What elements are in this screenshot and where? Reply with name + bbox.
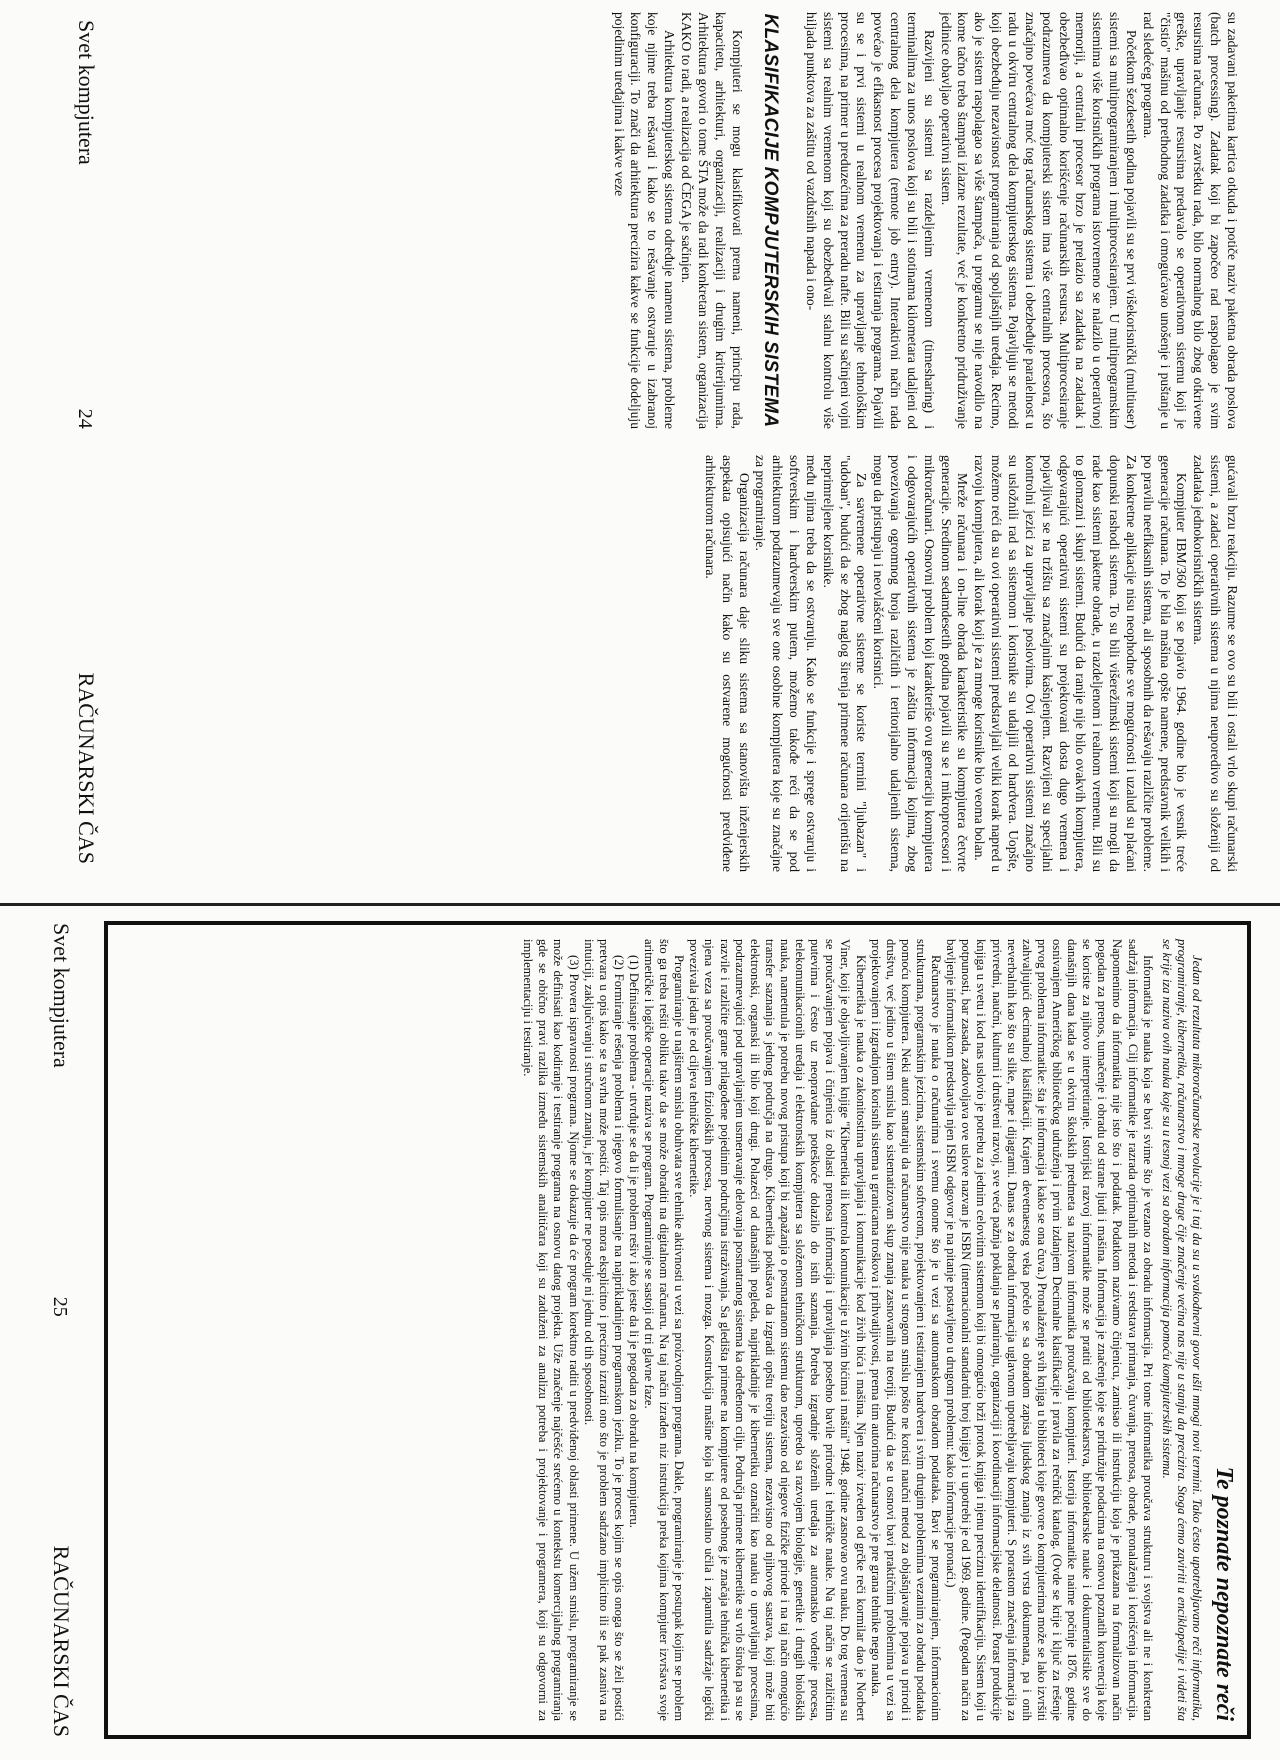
article-paragraph: Arhitektura kompjuterskog sistema određuje namenu sistema, probleme koje njime treba rešavati i kako se to rešavanje ostvaruje u izabranoj konfiguraciji. To znači da arhitektura precizira kakve se funkcije dodeljuju pojedinim uređajima i kakve veze	[611, 12, 678, 429]
box-paragraph: (3) Provera ispravnosti programa. Njome se dokazuje da će program korektno raditi u predviđenoj oblasti primene. U užem smislu, programiranje se može definisati kao kodiranje i testiranje programa na osnovu datog projekta. Uže značenje najčešće srećemo u kontekstu komercijalnog programiranja gde se obično pravi razlika između sistemskih analitičara koji su zaduženi za analizu potreba i projektovanje i programera, koji su odgovorni za implementaciju i testiranje.	[521, 939, 581, 1721]
footer-section-name: RAČUNARSKI ČAS	[74, 672, 99, 864]
sidebar-box	[104, 921, 1251, 1739]
article-paragraph: Kompjuter IBM/360 koji se pojavio 1964. godine bio je vesnik treće generacije računara. To je bila mašina opšte namene, predstavnik velikih i po pravilu neefikasnih sistema, ali sposobnih da rešavaju različite probleme. Za konkretne aplikacije nisu neophodne sve mogućnosti i uzalud su plaćani dopunski rashodi sistema. To su bili višerežimski sistemi koji su mogli da rade kao sistemi paketne obrade, u razdeljenom i realnom vremenu. Bili su to glomazni i skupi sistemi. Budući da ranije nije bilo ovakvih kompjutera, odgovarajući operativni sistemi su projektovani dosta dugo vremena i pojavljivali se na tržištu sa značajnim kašnjenjem. Razvijeni su specijalni kontrolni jezici za upravljanje poslovima. Ovi operativni sistemi značajno su usložnili rad sa sistemom i korisnike su udaljili od hardvera. Uopšte, možemo reći da su ovi operativni sistemi predstavljali veliki korak napred u razvoju kompjutera, ali korak koji je za mnoge korisnike bio veoma bolan.	[972, 455, 1190, 872]
footer-magazine-name: Svet kompjutera	[49, 923, 74, 1068]
page-25	[40, 915, 1255, 1745]
page-25-footer	[48, 923, 88, 1737]
article-paragraph: su zadavani paketima kartica otkuda i potiče naziv paketna obrada poslova (batch processing). Zadatak koji bi započeo rad raspolagao je svim resursima računara. Po završetku rada, bilo normalnog bilo zbog otkrivene greške, upravljanje resursima predavalo se operativnom sistemu koji je "čistio" mašinu od prethodnog zadatka i omogućavao unošenje i puštanje u rad sledećeg programa.	[1140, 12, 1240, 429]
box-paragraph: (2) Formiranje rešenja problema i njegovo formulisanje na najprikladnijem programskom jeziku. To je proces kojim se opis onoga što se želi postići pretvara u opis kako se ta svrha može postići. Taj opis mora eksplicitno i precizno izraziti ono što je problem sadržano implicitno ili se pak zasniva na intuiciji, zaključivanju i stručnom znanju, jer kompjuter ne poseduje ni jednu od tih sposobnosti.	[581, 939, 626, 1721]
box-paragraph: Informatika je nauka koja se bavi svime što je vezano za obradu informacija. Pri tome informatika proučava strukturu i svojstva ali ne i konkretan sadržaj informacija. Cilj informatike je razrada optimalnih metoda i sredstava primanja, čuvanja, prenosa, obrade, pronalaženja i korišćenja informacija. Napomenimo da informatika nije isto što i podatak. Podatkom nazivamo činjenicu, zamisao ili instrukciju koja je prikazana na formalizovan način pogodan za prenos, tumačenje i obradu od strane ljudi i mašina. Informacija je značenje koje se pridružuje podacima na osnovu poznatih konvencija koje se koriste za njihovo interpretiranje. Istorijski razvoj informatike može se pratiti od bibliotekarstva, bibliotekarske nauke i dokumentalistike sve do današnjih dana kada se u okviru školskih predmeta sa nazivom informatika proučavaju kompjuteri. Istorija informatike naime počinje 1876. godine osnivanjem Američkog bibliotečkog udruženja i prvim izdanjem Decimalne klasifikacije i pravila za rečnički katalog. (Ovde se krije i ključ za rešenje prvog problema informatike: šta je informacija i kako se ona čuva.) Pronalaženje svih knjiga u biblioteci koje govore o kompjuterima može se lako izvršiti zahvaljujući decimalnoj klasifikaciji. Krajem devetnaestog veka počelo se sa obradom zapisa ljudskog znanja iz svih vrsta dokumenata, pa i onih neverbalnih kao što su slike, mape i dijagrami. Danas se za obradu informacija uglavnom upotrebljavaju kompjuteri. S porastom značenja informacija za privredni, naučni, kulturni i društveni razvoj, sve veća pažnja poklanja se planiranju, organizaciji i koordinaciji informacijske delatnosti. Porast produkcije knjiga u svetu i kod nas uslovio je potrebu za jednim celovitim sistemom koji bi omogućio brži protok knjiga i njenu preciznu identifikaciju. Sistem koji u potpunosti, bar zasada, zadovoljava ove uslove nazvan je ISBN (internacionalni standardni broj knjige) i u upotrebi je od 1969. godine. (Pogodan način za bavljenje informatikom predstavlja njen ISBN odgovor je na pitanje postavljeno u drugom problemu: kako informacije pronaći.)	[944, 939, 1155, 1721]
page-24	[65, 12, 1240, 872]
article-paragraph: Razvijeni su sistemi sa razdeljenim vremenom (timesharing) i terminalima za unos poslova koji su bili i stotinama kilometara udaljeni od centralnog dela kompjutera (remote job entry). Interaktivni način rada povećao je efikasnost procesa projektovanja i testiranja programa. Pojavili su se i prvi sistemi u realnom vremenu za upravljanje tehnološkim procesima, na primer u preduzećima za preradu nafte. Bili su sačinjeni vojni sistemi sa realnim vremenom koji su obezbeđivali stalnu kontrolu više hiljada punktova za zaštitu od vazdušnih napada i ono-	[803, 12, 937, 429]
footer-magazine-name: Svet kompjutera	[74, 20, 99, 165]
footer-section-name: RAČUNARSKI ČAS	[49, 1545, 74, 1737]
page-24-columns	[135, 12, 1240, 872]
page-divider	[0, 903, 1280, 906]
article-paragraph: Organizacija računara daje sliku sistema sa stanovišta inženjerskih aspekata opisujući način kako su ostvarene mogućnosti predviđene arhitekturom računara.	[702, 455, 752, 872]
article-paragraph: Početkom šezdesetih godina pojavili su se prvi višekorisnički (multiuser) sistemi sa multiprogramiranjem i multiprocesiranjem. U multiprogramskim sistemima više korisničkih programa istovremeno se nalazilo u operativnoj memoriji, a centralni procesor brzo je prelazio sa zadatka na zadatak i obezbeđivao optimalno korišćenje računarskih resursa. Multiprocesiranje podrazumeva da kompjuterski sistem ima više centralnih procesora, što značajno povećava moć tog računarskog sistema i obezbeđuje paralelnost u radu u okviru centralnog dela kompjuterskog sistema. Pojavljuju se metodi koji obezbeđuju nezavisnost programiranja od spoljašnjih uređaja. Recimo, ako je sistem raspolagao sa više štampača, u programu se nije navodilo na kome tačno treba štampati izlazne rezultate, već je konkretno pridruživanje jedinice obavljao operativni sistem.	[938, 12, 1139, 429]
article-paragraph: Mreže računara i on-line obrada karakteristike su kompjutera četvrte generacije. Sredinom sedamdesetih godina pojavili su se i mikroprocesori i mikroračunari. Osnovni problem koji karakteriše ovu generaciju kompjutera i odgovarajućih operativnih sistema je zaštita informacija kojima, zbog povezivanja ogromnog broja različitih i teritorijalno udaljenih sistema, mogu da pristupaju i neovlašćeni korisnici.	[871, 455, 971, 872]
page-24-column-left	[135, 12, 1240, 429]
page-24-footer	[73, 20, 113, 864]
page-number: 25	[49, 1296, 71, 1317]
page-number: 24	[74, 408, 96, 429]
box-intro: Jedan od rezultata mikroračunarske revolucije je i taj da su u svakodnevni govor ušli mnogi novi termini. Tako često upotrebljavano reči informatika, programiranje, kibernetika, računarstvo i mnoge druge čije značenje većina nas nije u stanju da precizira. Stoga ćemo zaviriti u enciklopedije i videti šta se krije iza naziva ovih nauka koje su u tesnoj vezi sa obradom informacija pomoću kompjuterskih sistema.	[1159, 939, 1204, 1721]
page-24-column-right	[135, 455, 1240, 872]
section-heading: KLASIFIKACIJE KOMPJUTERSKIH SISTEMA	[760, 13, 782, 428]
article-paragraph: Za savremene operativne sisteme se koriste termini "ljubazan" i "udoban", budući da se zbog naglog širenja primene računara orijentišu na neprimreljene korisnike.	[820, 455, 870, 872]
box-paragraph: (1) Definisanje problema - utvrđuje se da li je problem rešiv i ako jeste da li je pogodan za obradu na kompjuteru.	[626, 955, 641, 1528]
box-paragraph: Računarstvo je nauka o računarima i svemu onome što je u vezi sa automatskom obradom podataka. Bavi se programiranjem, informacionim strukturama, programskim jezicima, sistemskim softverom, projektovanjem i testiranjem hardvera i svim drugim problemima vezanim za obradu podataka pomoću kompjutera. Neki autori smatraju da računarstvo nije nauka u strogom smislu pošto ne koristi naučni metod za objašnjavanje pojava u prirodi i društvu, već jedino u širem smislu kao sistematizovan skup znanja zasnovanih na teoriji. Budući da se u osnovi bavi praktičnim problemima u vezi sa projektovanjem i izgradnjom korisnih sistema u granicama troškova i prihvatljivosti, prema tim autorima računarstvo je pre grana tehnike nego nauka.	[868, 939, 944, 1721]
article-paragraph: Kompjuteri se mogu klasifikovati prema nameni, principu rada, kapacitetu, arhitekturi, organizaciji, realizaciji i drugim kriterijumima. Arhitektura govori o tome ŠTA može da radi konkretan sistem, organizacija KAKO to radi, a realizacija od ČEGA je sačinjen.	[678, 12, 745, 429]
box-paragraph: Kibernetika je nauka o zakonitostima upravljanja i komunikacije kod živih bića i mašina. Njen naziv izveden od grčke reči kormilar dao je Norbert Viner, koji je objavljivanjem knjige "Kibernetika ili kontrola komunikacije u živim bićima i mašini" 1948. godine zasnovao ovu nauku. Do tog vremena su se proučavanjem pojava i činjenica iz oblasti prenosa informacija i upravljanja posebno bavile prirodne i tehničke nauke. Na taj način se različitim putevima i često uz neopravdane poteškoće dolazilo do istih saznanja. Potreba izgradnje složenih uređaja za automatsko vođenje procesa, telekomunikacionih uređaja i elektronskih kompjutera sa složenom tehničkom strukturom, uporedo sa razvojem biologije, genetike i drugih bioloških nauka, nametnula je potrebu novog pristupa koji bi zapažanja o posmatranom sistemu dao nezavisno od njegove fizičke prirode i na taj način omogućio transfer saznanja s jednog područja na drugo. Kibernetika pokušava da izgradi opštu teoriju sistema, nezavisno od njihovog sastava, koji može biti elektronski, organski ili bilo koji drugi. Polazeći od današnjih pogleda, najprikladnije je kibernetiku označiti kao nauku o upravljanju procesima, podrazumevajući pod upravljanjem usmeravanje delovanja posmatranog sistema ka određenom cilju. Područja primene kibernetike su vrlo široka pa su se razvile i različite grane prilagođene pojedinim područjima istraživanja. Sa gledišta primene na kompjutere od posebnog je značaja tehnička kibernetika i njena veza sa proučavanjem fizioloških procesa, nervnog sistema i mozga. Konstrukcija mašine koja bi samostalno učila i zapamtila sadržaje logički povezivala jedan je od ciljeva tehničke kibernetike.	[687, 939, 868, 1721]
box-body	[520, 939, 1155, 1721]
article-paragraph: gućavali brzu reakciju. Razume se ovo su bili i ostali vrlo skupi računarski sistemi, a zadaci operativnih sistema u njima neuporedivo su složeniji od zadataka jednokorisničkih sistema.	[1191, 455, 1240, 872]
box-paragraph: Programiranje u najširem smislu obuhvata sve tehnike aktivnosti u vezi sa proizvodnjom programa. Dakle, programiranje je postupak kojim se problem što ga treba rešiti obliku takav da se može obraditi na digitalnom računaru. Na taj način izrađen niz instrukcija preka kojima kompjuter izvršava svoje aritmetičke i logičke operacije naziva se program. Programiranje se sastoji od tri glavne faze.	[642, 939, 687, 1721]
box-title: Te poznate nepoznate reči	[1211, 1466, 1237, 1721]
article-paragraph: među njima treba da se ostvaruju. Kako se funkcije i sprege ostvaruju i softverskim i hardverskim putem, možemo takođe reći da se pod arhitekturom podrazumevaju sve one osobine kompjutera koje su značajne za programiranje.	[753, 455, 819, 872]
